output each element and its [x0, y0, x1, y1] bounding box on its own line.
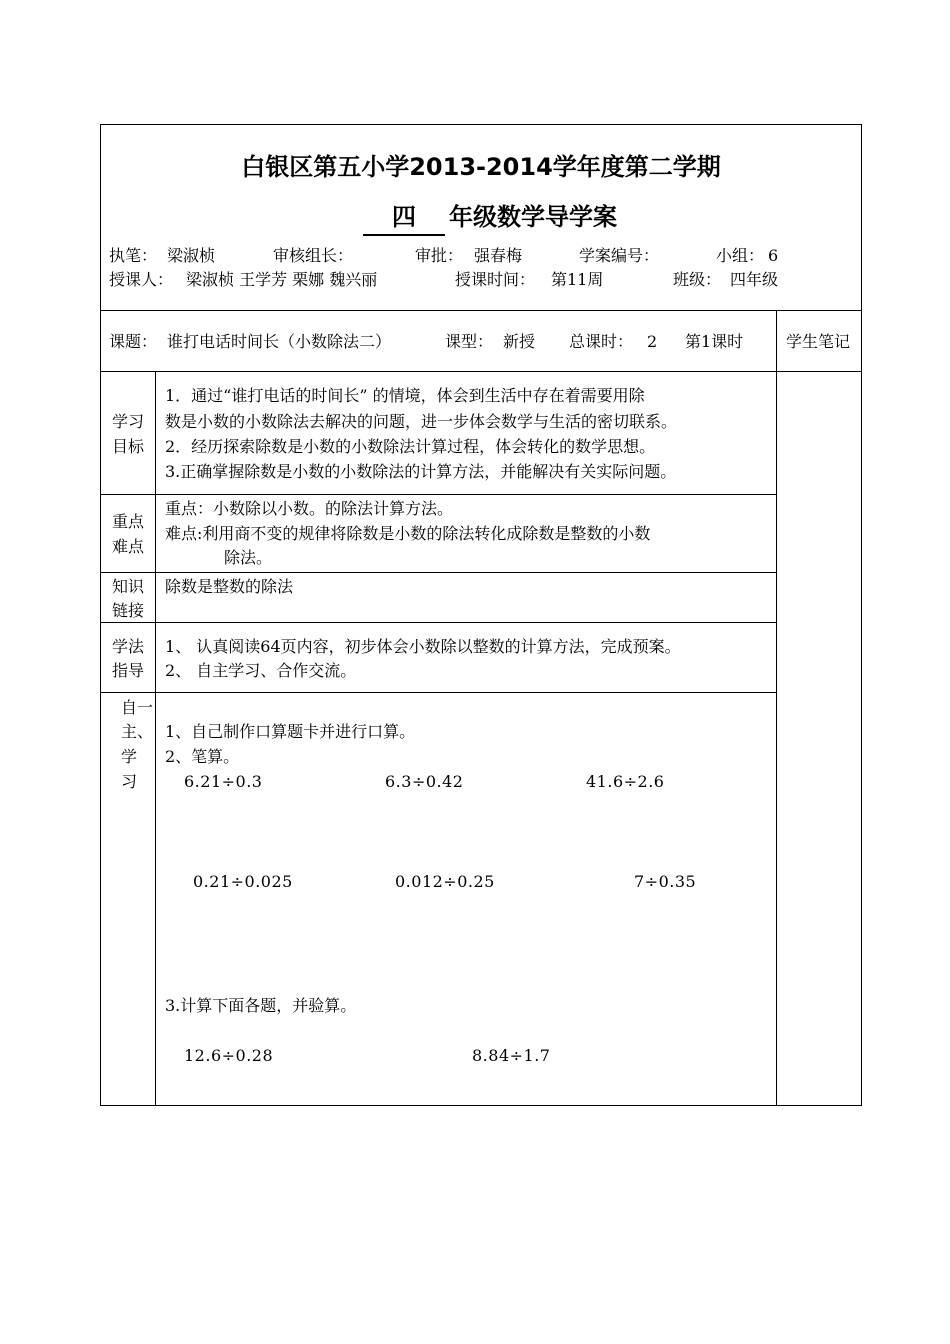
lesson-number: 第1课时 — [685, 332, 744, 351]
student-notes-header: 学生笔记 — [786, 332, 851, 351]
knowledge-text: 除数是整数的除法 — [165, 577, 294, 596]
topic-value: 谁打电话时间长（小数除法二） — [167, 332, 392, 351]
type-value: 新授 — [503, 332, 536, 351]
header-bottom-border — [100, 310, 862, 311]
exercise: 8.84÷1.7 — [472, 1046, 551, 1065]
self-study-label-line4: 习 — [121, 772, 138, 791]
exercise: 6.21÷0.3 — [184, 772, 263, 791]
exercise: 0.21÷0.025 — [193, 872, 293, 891]
class-value: 四年级 — [730, 270, 779, 289]
approver-label: 审批： — [415, 246, 464, 265]
writer-label: 执笔： — [109, 246, 158, 265]
knowledge-label-line2: 链接 — [111, 601, 144, 620]
topic-label: 课题： — [109, 332, 158, 351]
type-label: 课型： — [445, 332, 494, 351]
keypoints-bottom-border — [100, 572, 776, 573]
goal-line: 3.正确掌握除数是小数的小数除法的计算方法，并能解决有关实际问题。 — [165, 462, 677, 481]
method-label-line1: 学法 — [111, 637, 144, 656]
method-label-line2: 指导 — [111, 661, 144, 680]
method-bottom-border — [100, 692, 776, 693]
method-line: 1、 认真阅读64页内容，初步体会小数除以整数的计算方法，完成预案。 — [165, 637, 681, 656]
difficulty-line: 难点:利用商不变的规律将除数是小数的除法转化成除数是整数的小数 — [165, 524, 651, 543]
total-lessons-value: 2 — [647, 332, 658, 351]
subtitle-text: 年级数学导学案 — [449, 203, 617, 231]
writer-value: 梁淑桢 — [167, 246, 216, 265]
goals-bottom-border — [100, 494, 776, 495]
exercise: 41.6÷2.6 — [586, 772, 665, 791]
self-study-label-line3: 学 — [121, 747, 138, 766]
goals-label-line2: 目标 — [111, 437, 144, 456]
exercise: 12.6÷0.28 — [184, 1046, 274, 1065]
total-lessons-label: 总课时： — [569, 332, 634, 351]
goal-line: 2．经历探索除数是小数的小数除法计算过程，体会转化的数学思想。 — [165, 437, 656, 456]
goals-label-line1: 学习 — [111, 412, 144, 431]
class-label: 班级： — [673, 270, 722, 289]
teachers-value: 梁淑桢 王学芳 栗娜 魏兴丽 — [186, 270, 378, 289]
document-subtitle — [363, 200, 617, 236]
topic-bottom-border — [100, 371, 862, 372]
key-point-line: 重点：小数除以小数。的除法计算方法。 — [165, 499, 454, 518]
group-label: 小组： — [716, 246, 765, 265]
self-study-item-1: 1、自己制作口算题卡并进行口算。 — [165, 722, 416, 741]
knowledge-bottom-border — [100, 622, 776, 623]
goal-line: 1．通过“谁打电话的时间长” 的情境，体会到生活中存在着需要用除 — [165, 386, 645, 405]
exercise: 0.012÷0.25 — [395, 872, 495, 891]
label-column-border — [155, 371, 156, 1106]
reviewer-label: 审核组长： — [273, 246, 354, 265]
table-bottom-border — [100, 1105, 862, 1106]
difficulty-line-cont: 除法。 — [224, 548, 273, 567]
keypoints-label-line1: 重点 — [111, 512, 144, 531]
group-value: 6 — [768, 246, 779, 265]
self-study-item-3: 3.计算下面各题，并验算。 — [165, 996, 357, 1015]
goal-line: 数是小数的小数除法去解决的问题，进一步体会数学与生活的密切联系。 — [165, 412, 678, 431]
self-study-label-line2: 主、 — [121, 722, 154, 741]
document-title: 白银区第五小学2013-2014学年度第二学期 — [241, 153, 721, 181]
self-study-label-line1: 自一 — [121, 698, 154, 717]
approver-value: 强春梅 — [474, 246, 523, 265]
knowledge-label-line1: 知识 — [111, 577, 144, 596]
exercise: 6.3÷0.42 — [385, 772, 464, 791]
table-top-border — [100, 124, 862, 125]
grade-value: 四 — [363, 200, 445, 236]
notes-column-border — [776, 310, 777, 1106]
table-right-border — [861, 124, 862, 1106]
method-line: 2、 自主学习、合作交流。 — [165, 661, 357, 680]
exercise: 7÷0.35 — [634, 872, 697, 891]
teachers-label: 授课人： — [109, 270, 174, 289]
plan-number-label: 学案编号： — [579, 246, 660, 265]
keypoints-label-line2: 难点 — [111, 537, 144, 556]
time-label: 授课时间： — [455, 270, 536, 289]
time-value: 第11周 — [551, 270, 604, 289]
self-study-item-2: 2、笔算。 — [165, 747, 240, 766]
